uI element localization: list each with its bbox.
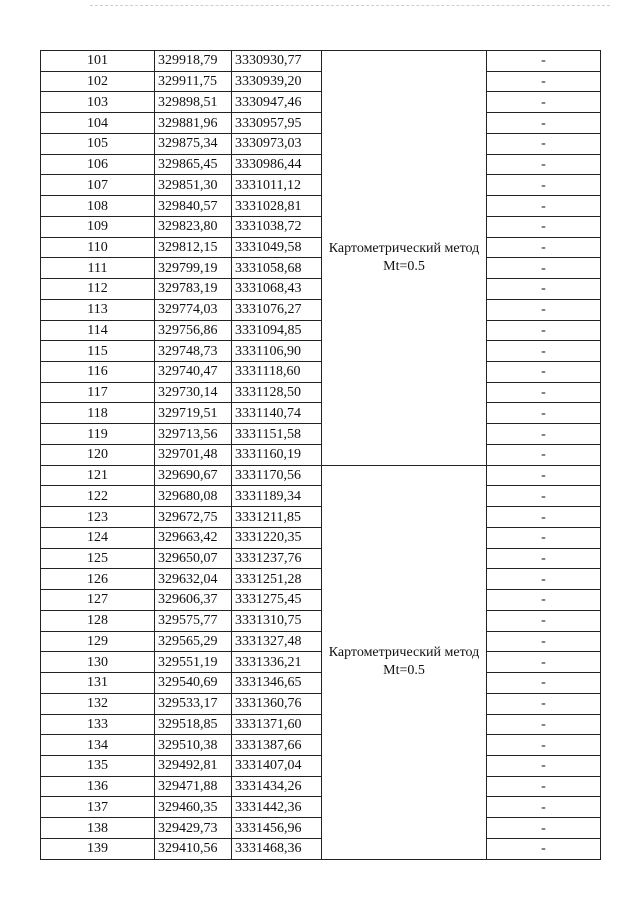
table-row xyxy=(41,818,601,839)
y-coordinate-cell: 3331076,27 xyxy=(232,299,322,320)
point-number-cell: 111 xyxy=(41,258,155,279)
y-coordinate-cell: 3331140,74 xyxy=(232,403,322,424)
y-coordinate-cell: 3331371,60 xyxy=(232,714,322,735)
accuracy-value-cell: - xyxy=(487,175,601,196)
point-number-cell: 119 xyxy=(41,424,155,445)
y-coordinate-cell: 3331310,75 xyxy=(232,610,322,631)
table-row xyxy=(41,444,601,465)
table-row xyxy=(41,299,601,320)
y-coordinate-cell: 3331118,60 xyxy=(232,362,322,383)
x-coordinate-cell: 329756,86 xyxy=(155,320,232,341)
accuracy-value-cell: - xyxy=(487,838,601,859)
y-coordinate-cell: 3331346,65 xyxy=(232,673,322,694)
x-coordinate-cell: 329783,19 xyxy=(155,279,232,300)
x-coordinate-cell: 329565,29 xyxy=(155,631,232,652)
x-coordinate-cell: 329740,47 xyxy=(155,362,232,383)
y-coordinate-cell: 3331058,68 xyxy=(232,258,322,279)
point-number-cell: 138 xyxy=(41,818,155,839)
accuracy-value-cell: - xyxy=(487,299,601,320)
table-row xyxy=(41,71,601,92)
table-row xyxy=(41,154,601,175)
table-row xyxy=(41,838,601,859)
accuracy-value-cell: - xyxy=(487,673,601,694)
point-number-cell: 134 xyxy=(41,735,155,756)
x-coordinate-cell: 329533,17 xyxy=(155,693,232,714)
y-coordinate-cell: 3330947,46 xyxy=(232,92,322,113)
point-number-cell: 122 xyxy=(41,486,155,507)
y-coordinate-cell: 3331407,04 xyxy=(232,755,322,776)
table-row xyxy=(41,216,601,237)
accuracy-value-cell: - xyxy=(487,444,601,465)
point-number-cell: 106 xyxy=(41,154,155,175)
accuracy-value-cell: - xyxy=(487,154,601,175)
y-coordinate-cell: 3331011,12 xyxy=(232,175,322,196)
table-row xyxy=(41,527,601,548)
y-coordinate-cell: 3331189,34 xyxy=(232,486,322,507)
scan-top-edge-line xyxy=(90,5,610,6)
y-coordinate-cell: 3331106,90 xyxy=(232,341,322,362)
accuracy-value-cell: - xyxy=(487,465,601,486)
table-row xyxy=(41,610,601,631)
point-number-cell: 118 xyxy=(41,403,155,424)
x-coordinate-cell: 329471,88 xyxy=(155,776,232,797)
coordinates-table xyxy=(40,50,601,860)
y-coordinate-cell: 3331237,76 xyxy=(232,548,322,569)
table-row xyxy=(41,258,601,279)
x-coordinate-cell: 329672,75 xyxy=(155,507,232,528)
point-number-cell: 101 xyxy=(41,51,155,72)
method-cell: Картометрический метод Mt=0.5 xyxy=(322,465,487,859)
table-row xyxy=(41,133,601,154)
point-number-cell: 114 xyxy=(41,320,155,341)
x-coordinate-cell: 329540,69 xyxy=(155,673,232,694)
point-number-cell: 130 xyxy=(41,652,155,673)
y-coordinate-cell: 3331068,43 xyxy=(232,279,322,300)
table-row xyxy=(41,113,601,134)
table-row xyxy=(41,569,601,590)
accuracy-value-cell: - xyxy=(487,714,601,735)
table-row xyxy=(41,341,601,362)
x-coordinate-cell: 329510,38 xyxy=(155,735,232,756)
x-coordinate-cell: 329632,04 xyxy=(155,569,232,590)
y-coordinate-cell: 3331151,58 xyxy=(232,424,322,445)
x-coordinate-cell: 329701,48 xyxy=(155,444,232,465)
point-number-cell: 105 xyxy=(41,133,155,154)
accuracy-value-cell: - xyxy=(487,237,601,258)
accuracy-value-cell: - xyxy=(487,258,601,279)
point-number-cell: 129 xyxy=(41,631,155,652)
x-coordinate-cell: 329881,96 xyxy=(155,113,232,134)
point-number-cell: 116 xyxy=(41,362,155,383)
point-number-cell: 131 xyxy=(41,673,155,694)
table-row xyxy=(41,631,601,652)
point-number-cell: 139 xyxy=(41,838,155,859)
point-number-cell: 113 xyxy=(41,299,155,320)
x-coordinate-cell: 329518,85 xyxy=(155,714,232,735)
y-coordinate-cell: 3330939,20 xyxy=(232,71,322,92)
table-row xyxy=(41,175,601,196)
y-coordinate-cell: 3331211,85 xyxy=(232,507,322,528)
accuracy-value-cell: - xyxy=(487,693,601,714)
point-number-cell: 120 xyxy=(41,444,155,465)
accuracy-value-cell: - xyxy=(487,71,601,92)
table-row xyxy=(41,507,601,528)
table-row xyxy=(41,486,601,507)
accuracy-value-cell: - xyxy=(487,196,601,217)
x-coordinate-cell: 329748,73 xyxy=(155,341,232,362)
accuracy-value-cell: - xyxy=(487,610,601,631)
point-number-cell: 117 xyxy=(41,382,155,403)
accuracy-value-cell: - xyxy=(487,548,601,569)
accuracy-value-cell: - xyxy=(487,92,601,113)
table-row xyxy=(41,403,601,424)
y-coordinate-cell: 3331038,72 xyxy=(232,216,322,237)
point-number-cell: 124 xyxy=(41,527,155,548)
x-coordinate-cell: 329429,73 xyxy=(155,818,232,839)
x-coordinate-cell: 329823,80 xyxy=(155,216,232,237)
point-number-cell: 133 xyxy=(41,714,155,735)
point-number-cell: 128 xyxy=(41,610,155,631)
x-coordinate-cell: 329911,75 xyxy=(155,71,232,92)
point-number-cell: 109 xyxy=(41,216,155,237)
y-coordinate-cell: 3331360,76 xyxy=(232,693,322,714)
x-coordinate-cell: 329606,37 xyxy=(155,590,232,611)
y-coordinate-cell: 3330986,44 xyxy=(232,154,322,175)
coordinates-table-body xyxy=(41,51,601,860)
table-row xyxy=(41,714,601,735)
x-coordinate-cell: 329851,30 xyxy=(155,175,232,196)
point-number-cell: 115 xyxy=(41,341,155,362)
table-row xyxy=(41,548,601,569)
x-coordinate-cell: 329799,19 xyxy=(155,258,232,279)
x-coordinate-cell: 329774,03 xyxy=(155,299,232,320)
accuracy-value-cell: - xyxy=(487,569,601,590)
y-coordinate-cell: 3331275,45 xyxy=(232,590,322,611)
y-coordinate-cell: 3331170,56 xyxy=(232,465,322,486)
accuracy-value-cell: - xyxy=(487,735,601,756)
table-row xyxy=(41,735,601,756)
point-number-cell: 102 xyxy=(41,71,155,92)
accuracy-value-cell: - xyxy=(487,382,601,403)
table-row xyxy=(41,776,601,797)
accuracy-value-cell: - xyxy=(487,486,601,507)
point-number-cell: 108 xyxy=(41,196,155,217)
y-coordinate-cell: 3330930,77 xyxy=(232,51,322,72)
accuracy-value-cell: - xyxy=(487,527,601,548)
accuracy-value-cell: - xyxy=(487,216,601,237)
table-row xyxy=(41,237,601,258)
x-coordinate-cell: 329898,51 xyxy=(155,92,232,113)
y-coordinate-cell: 3331456,96 xyxy=(232,818,322,839)
y-coordinate-cell: 3331434,26 xyxy=(232,776,322,797)
y-coordinate-cell: 3331336,21 xyxy=(232,652,322,673)
accuracy-value-cell: - xyxy=(487,818,601,839)
x-coordinate-cell: 329492,81 xyxy=(155,755,232,776)
table-row xyxy=(41,652,601,673)
x-coordinate-cell: 329551,19 xyxy=(155,652,232,673)
y-coordinate-cell: 3331468,36 xyxy=(232,838,322,859)
accuracy-value-cell: - xyxy=(487,403,601,424)
accuracy-value-cell: - xyxy=(487,51,601,72)
x-coordinate-cell: 329719,51 xyxy=(155,403,232,424)
accuracy-value-cell: - xyxy=(487,320,601,341)
point-number-cell: 136 xyxy=(41,776,155,797)
point-number-cell: 107 xyxy=(41,175,155,196)
point-number-cell: 104 xyxy=(41,113,155,134)
x-coordinate-cell: 329730,14 xyxy=(155,382,232,403)
table-row xyxy=(41,92,601,113)
table-row xyxy=(41,590,601,611)
point-number-cell: 123 xyxy=(41,507,155,528)
accuracy-value-cell: - xyxy=(487,755,601,776)
table-row xyxy=(41,320,601,341)
accuracy-value-cell: - xyxy=(487,133,601,154)
accuracy-value-cell: - xyxy=(487,279,601,300)
y-coordinate-cell: 3331094,85 xyxy=(232,320,322,341)
table-row xyxy=(41,362,601,383)
accuracy-value-cell: - xyxy=(487,652,601,673)
point-number-cell: 127 xyxy=(41,590,155,611)
accuracy-value-cell: - xyxy=(487,631,601,652)
table-row xyxy=(41,797,601,818)
point-number-cell: 137 xyxy=(41,797,155,818)
table-row xyxy=(41,673,601,694)
x-coordinate-cell: 329812,15 xyxy=(155,237,232,258)
x-coordinate-cell: 329918,79 xyxy=(155,51,232,72)
point-number-cell: 112 xyxy=(41,279,155,300)
point-number-cell: 110 xyxy=(41,237,155,258)
y-coordinate-cell: 3331220,35 xyxy=(232,527,322,548)
table-row xyxy=(41,279,601,300)
point-number-cell: 135 xyxy=(41,755,155,776)
y-coordinate-cell: 3331251,28 xyxy=(232,569,322,590)
y-coordinate-cell: 3331442,36 xyxy=(232,797,322,818)
accuracy-value-cell: - xyxy=(487,797,601,818)
method-cell: Картометрический метод Mt=0.5 xyxy=(322,51,487,466)
y-coordinate-cell: 3330957,95 xyxy=(232,113,322,134)
point-number-cell: 126 xyxy=(41,569,155,590)
x-coordinate-cell: 329840,57 xyxy=(155,196,232,217)
table-row xyxy=(41,755,601,776)
point-number-cell: 103 xyxy=(41,92,155,113)
x-coordinate-cell: 329650,07 xyxy=(155,548,232,569)
table-row xyxy=(41,465,601,486)
accuracy-value-cell: - xyxy=(487,776,601,797)
accuracy-value-cell: - xyxy=(487,424,601,445)
accuracy-value-cell: - xyxy=(487,113,601,134)
point-number-cell: 121 xyxy=(41,465,155,486)
accuracy-value-cell: - xyxy=(487,362,601,383)
x-coordinate-cell: 329865,45 xyxy=(155,154,232,175)
y-coordinate-cell: 3331327,48 xyxy=(232,631,322,652)
x-coordinate-cell: 329713,56 xyxy=(155,424,232,445)
y-coordinate-cell: 3331387,66 xyxy=(232,735,322,756)
y-coordinate-cell: 3331160,19 xyxy=(232,444,322,465)
x-coordinate-cell: 329410,56 xyxy=(155,838,232,859)
y-coordinate-cell: 3331049,58 xyxy=(232,237,322,258)
point-number-cell: 125 xyxy=(41,548,155,569)
accuracy-value-cell: - xyxy=(487,507,601,528)
table-row xyxy=(41,51,601,72)
y-coordinate-cell: 3331128,50 xyxy=(232,382,322,403)
x-coordinate-cell: 329575,77 xyxy=(155,610,232,631)
table-row xyxy=(41,196,601,217)
accuracy-value-cell: - xyxy=(487,590,601,611)
table-row xyxy=(41,424,601,445)
table-row xyxy=(41,693,601,714)
x-coordinate-cell: 329690,67 xyxy=(155,465,232,486)
y-coordinate-cell: 3331028,81 xyxy=(232,196,322,217)
x-coordinate-cell: 329460,35 xyxy=(155,797,232,818)
x-coordinate-cell: 329680,08 xyxy=(155,486,232,507)
point-number-cell: 132 xyxy=(41,693,155,714)
table-row xyxy=(41,382,601,403)
accuracy-value-cell: - xyxy=(487,341,601,362)
y-coordinate-cell: 3330973,03 xyxy=(232,133,322,154)
x-coordinate-cell: 329875,34 xyxy=(155,133,232,154)
x-coordinate-cell: 329663,42 xyxy=(155,527,232,548)
